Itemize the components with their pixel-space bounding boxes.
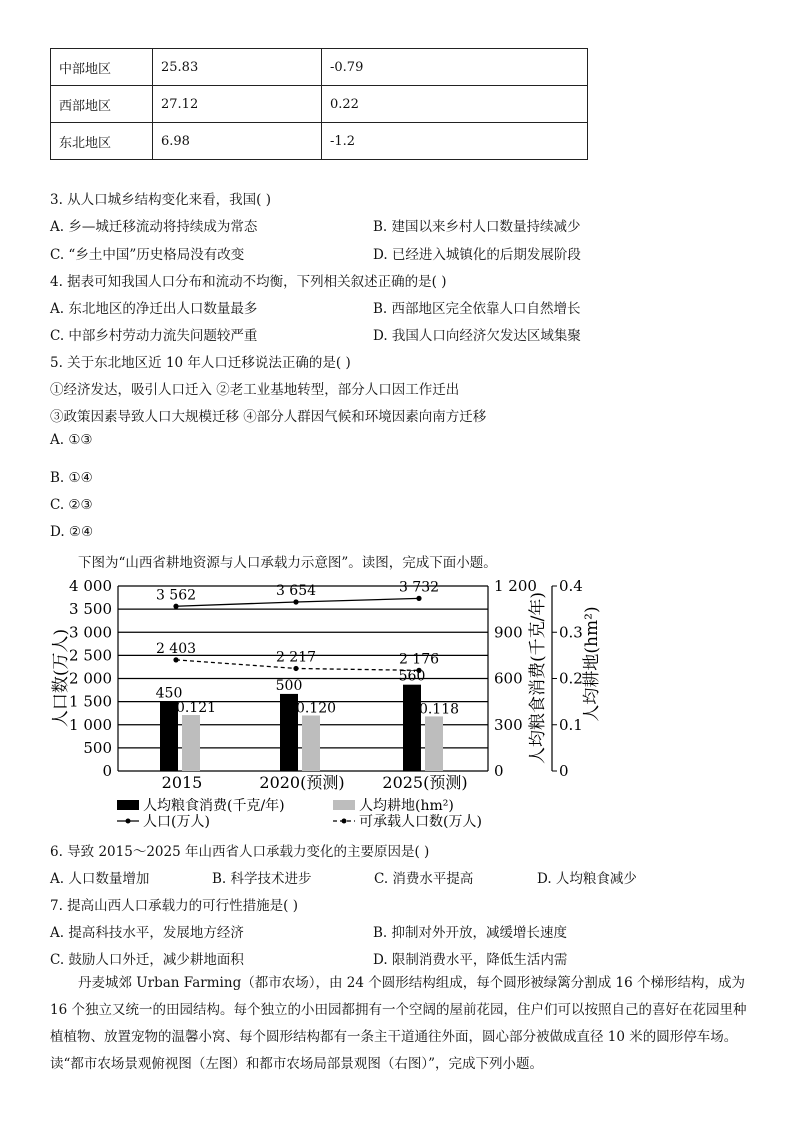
q6-option-c[interactable]: C. 消费水平提高 [374, 871, 474, 887]
q7-option-d[interactable]: D. 限制消费水平，降低生活内需 [373, 952, 568, 968]
value-cell: -1.2 [322, 123, 588, 160]
table-row [51, 86, 588, 123]
chart-legend [117, 797, 482, 830]
line-label: 2 217 [275, 649, 317, 666]
question-5-stem: 5. 关于东北地区近 10 年人口迁移说法正确的是( ) [50, 355, 351, 371]
q5-option-b[interactable]: B. ①④ [50, 470, 93, 486]
data-table [50, 48, 588, 160]
legend-swatch-farmland [333, 800, 355, 810]
y-left-tick-label: 0 [102, 762, 112, 780]
q3-option-d[interactable]: D. 已经进入城镇化的后期发展阶段 [373, 247, 581, 263]
q3-option-c[interactable]: C. “乡土中国”历史格局没有改变 [50, 247, 245, 263]
y-right-tick-label: 0 [559, 762, 569, 780]
y-mid-tick-label: 300 [494, 715, 523, 734]
table-row [51, 49, 588, 86]
y-right-tick-label: 0.3 [559, 623, 583, 642]
legend-swatch-grain [117, 800, 139, 810]
bar-label: 560 [398, 668, 426, 685]
question-6-stem: 6. 导致 2015～2025 年山西省人口承载力变化的主要原因是( ) [50, 844, 430, 860]
q5-option-d[interactable]: D. ②④ [50, 524, 94, 540]
q4-option-d[interactable]: D. 我国人口向经济欠发达区域集聚 [373, 328, 581, 344]
passage-urban-farming: 丹麦城郊 Urban Farming（都市农场），由 24 个圆形结构组成，每个圆形被绿篱分割成 16 个梯形结构，成为 16 个独立又统一的田园结构。每个独立的小田园都拥有一个空阔的屋前花园，住户们可以按照自己的喜好在花园里种植植物、放置宠物的温馨小窝、每个圆形结构都有一条主干道通往外面，圆心部分被做成直径 10 米的圆形停车场。读“都市农场景观俯视图（左图）和都市农场局部景观图（右图）”，完成下列小题。 [50, 975, 747, 1072]
legend-label: 可承载人口数(万人) [359, 814, 482, 830]
y-left-tick-label: 1 500 [69, 692, 112, 711]
value-cell: -0.79 [322, 49, 588, 86]
y-left-tick-label: 1 000 [69, 715, 112, 734]
bar-farmland [425, 716, 443, 771]
population-capacity-chart [0, 570, 794, 838]
value-cell: 6.98 [153, 123, 322, 160]
y-left-tick-label: 500 [83, 738, 112, 757]
legend-marker [126, 819, 131, 824]
line-point [416, 596, 421, 601]
bar-grain-consumption [403, 685, 421, 771]
question-3-stem: 3. 从人口城乡结构变化来看，我国( ) [50, 192, 271, 208]
q7-option-a[interactable]: A. 提高科技水平，发展地方经济 [50, 925, 244, 941]
q3-option-a[interactable]: A. 乡—城迁移流动将持续成为常态 [50, 219, 258, 235]
y-left-axis-title: 人口数(万人) [51, 628, 71, 728]
q6-option-d[interactable]: D. 人均粮食减少 [537, 871, 637, 887]
y-left-tick-label: 2 000 [69, 669, 112, 688]
question-4-stem: 4. 据表可知我国人口分布和流动不均衡，下列相关叙述正确的是( ) [50, 274, 447, 290]
y-mid-tick-label: 900 [494, 623, 523, 642]
region-cell: 中部地区 [51, 49, 153, 86]
q4-option-c[interactable]: C. 中部乡村劳动力流失问题较严重 [50, 328, 258, 344]
question-7-stem: 7. 提高山西人口承载力的可行性措施是( ) [50, 898, 298, 914]
chart-bars [160, 685, 443, 771]
q5-statements-2: ③政策因素导致人口大规模迁移 ④部分人群因气候和环境因素向南方迁移 [50, 409, 487, 425]
legend-label: 人口(万人) [143, 814, 210, 830]
q6-option-a[interactable]: A. 人口数量增加 [50, 871, 150, 887]
y-mid-tick-label: 1 200 [494, 577, 537, 595]
line-point [293, 599, 298, 604]
q5-option-c[interactable]: C. ②③ [50, 497, 93, 513]
y-right-tick-label: 0.4 [559, 577, 583, 595]
value-cell: 27.12 [153, 86, 322, 123]
q4-option-b[interactable]: B. 西部地区完全依靠人口自然增长 [373, 301, 581, 317]
y-left-tick-label: 3 000 [69, 623, 112, 642]
q4-option-a[interactable]: A. 东北地区的净迁出人口数量最多 [50, 301, 258, 317]
line-point [293, 666, 298, 671]
legend-label: 人均耕地(hm²) [359, 798, 454, 814]
q5-option-a[interactable]: A. ①③ [50, 432, 93, 448]
bar-label: 0.121 [175, 700, 217, 717]
line-label: 3 654 [275, 583, 317, 600]
y-mid-tick-label: 0 [494, 762, 504, 780]
q5-statements-1: ①经济发达，吸引人口迁入 ②老工业基地转型，部分人口因工作迁出 [50, 382, 460, 398]
q6-option-b[interactable]: B. 科学技术进步 [212, 871, 312, 887]
y-right-axis-title: 人均耕地(hm²) [582, 606, 602, 722]
q7-option-c[interactable]: C. 鼓励人口外迁，减少耕地面积 [50, 952, 244, 968]
line-label: 2 403 [155, 640, 197, 657]
value-cell: 25.83 [153, 49, 322, 86]
bar-farmland [302, 716, 320, 772]
y-left-tick-label: 3 500 [69, 600, 112, 619]
x-tick-label: 2015 [161, 773, 203, 792]
bar-label: 0.118 [418, 701, 460, 718]
bar-label: 500 [275, 677, 303, 694]
line-point [173, 657, 178, 662]
y-mid-axis-title: 人均粮食消费(千克/年) [528, 592, 548, 764]
legend-marker [342, 819, 347, 824]
q3-option-b[interactable]: B. 建国以来乡村人口数量持续减少 [373, 219, 581, 235]
line-point [173, 604, 178, 609]
y-left-tick-label: 2 500 [69, 646, 112, 665]
table-row [51, 123, 588, 160]
line-label: 3 562 [155, 587, 197, 604]
line-label: 3 732 [398, 579, 440, 596]
bar-farmland [182, 715, 200, 771]
x-tick-label: 2020(预测) [259, 773, 345, 792]
y-mid-tick-label: 600 [494, 669, 523, 688]
legend-label: 人均粮食消费(千克/年) [143, 798, 285, 814]
chart-intro: 下图为“山西省耕地资源与人口承载力示意图”。读图，完成下面小题。 [78, 555, 497, 571]
q7-option-b[interactable]: B. 抑制对外开放，减缓增长速度 [373, 925, 568, 941]
bar-label: 450 [155, 685, 183, 702]
y-left-tick-label: 4 000 [69, 577, 112, 595]
region-cell: 西部地区 [51, 86, 153, 123]
x-tick-label: 2025(预测) [382, 773, 468, 792]
y-right-tick-label: 0.2 [559, 669, 583, 688]
value-cell: 0.22 [322, 86, 588, 123]
y-right-tick-label: 0.1 [559, 715, 583, 734]
bar-label: 0.120 [295, 700, 337, 717]
line-label: 2 176 [398, 651, 440, 668]
region-cell: 东北地区 [51, 123, 153, 160]
